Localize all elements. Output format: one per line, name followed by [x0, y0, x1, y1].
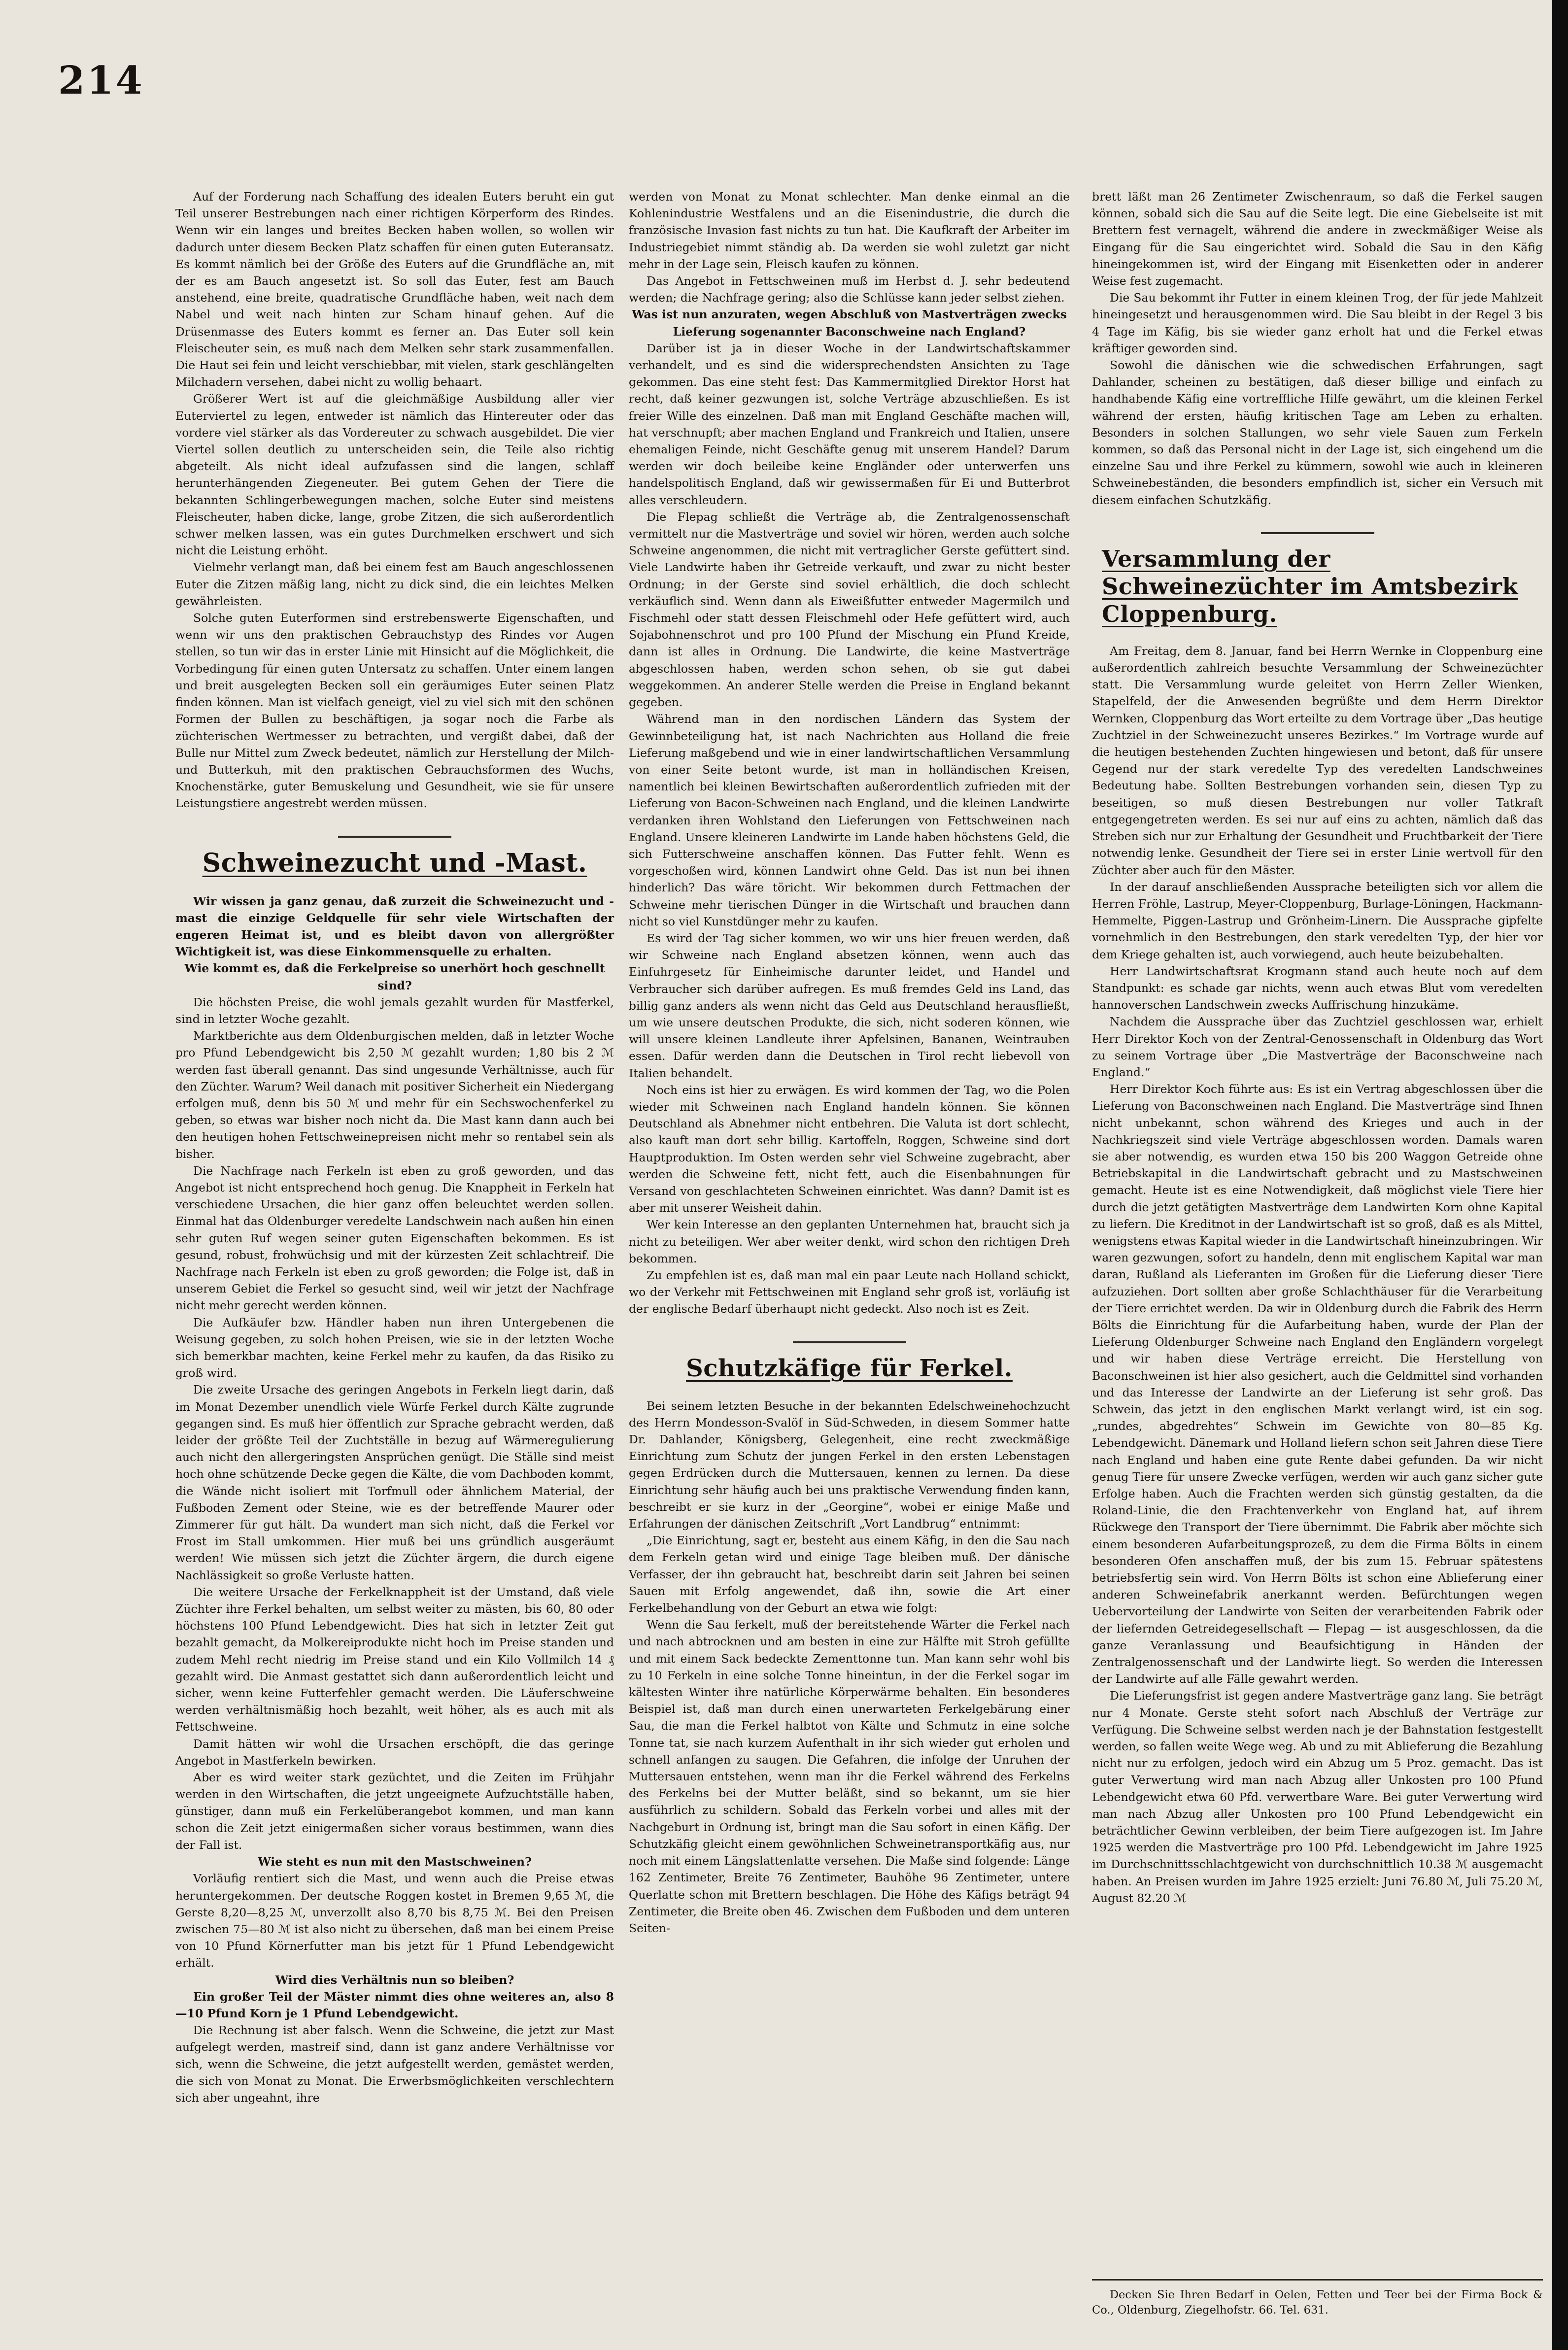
paragraph: Auf der Forderung nach Schaffung des idealen Euters beruht ein gut Teil unserer Bestrebungen nach einer richtigen Körperform des Rindes. Wenn wir ein langes und breites Becken haben wollen, so wollen wir dadurch unter diesem Becken Platz schaffen für einen guten Euteransatz. Es kommt nämlich bei der Größe des Euters auf die Grundfläche an, mit der es am Bauch angesetzt ist. So soll das Euter, fest am Bauch anstehend, eine breite, quadratische Grundfläche haben, weit nach dem Nabel und weit nach hinten zur Scham hinauf gehen. Auf die Drüsenmasse des Euters kommt es ferner an. Das Euter soll kein Fleischeuter sein, es muß nach dem Melken sehr stark zusammenfallen. Die Haut sei fein und leicht verschiebbar, mit vielen, stark geschlängelten Milchadern versehen, dabei nicht zu wollig behaart. [175, 190, 614, 389]
paragraph: Wer kein Interesse an den geplanten Unternehmen hat, braucht sich ja nicht zu beteiligen. Wer aber weiter denkt, wird schon den richtigen Dreh bekommen. [629, 1218, 1070, 1265]
paragraph: In der darauf anschließenden Aussprache beteiligten sich vor allem die Herren Fröhle, Lastrup, Meyer-Cloppenburg, Burlage-Löningen, Hackmann-Hemmelte, Piggen-Lastrup und Grönheim-Linern. Die Aussprache gipfelte vornehmlich in den Bestrebungen, den stark veredelten Typ, der hier vor dem Kriege gehalten ist, auch vorwiegend, auch heute beizubehalten. [1092, 880, 1543, 961]
paragraph: Noch eins ist hier zu erwägen. Es wird kommen der Tag, wo die Polen wieder mit Schweinen nach England handeln können. Sie können Deutschland als Abnehmer nicht entbehren. Die Valuta ist dort schlecht, also kauft man dort sehr billig. Kartoffeln, Roggen, Schweine sind dort Hauptproduktion. Im Osten werden sehr viel Schweine zugebracht, aber werden die Schweine fett, nicht fett, auch die Eisenbahnungen für Versand von geschlachteten Schweinen einrichtet. Was dann? Damit ist es aber mit unserer Weisheit dahin. [629, 1083, 1070, 1215]
subheading: Was ist nun anzuraten, wegen Abschluß von Mastverträgen zwecks Lieferung sogenannter Baconschweine nach England? [632, 307, 1067, 339]
column-3 [1092, 188, 1543, 1907]
paragraph: Größerer Wert ist auf die gleichmäßige Ausbildung aller vier Euterviertel zu legen, entweder ist nämlich das Hintereuter oder das vordere viel stärker als das Vordereuter zu schwach ausgebildet. Die vier Viertel sollen deutlich zu unterscheiden sein, die Teile also richtig abgeteilt. Als nicht ideal aufzufassen sind die langen, schlaff herunterhängenden Ziegeneuter. Bei gutem Gehen der Tiere die bekannten Schlingerbewegungen machen, solche Euter sind meistens Fleischeuter, haben dicke, lange, grobe Zitzen, die sich außerordentlich schwer melken lassen, was ein gutes Durchmelken erschwert und sich nicht die Leistung erhöht. [175, 392, 614, 558]
subheading: Wie kommt es, daß die Ferkelpreise so unerhört hoch geschnellt sind? [184, 961, 605, 992]
section-divider [793, 1341, 906, 1343]
paragraph: Die Lieferungsfrist ist gegen andere Mastverträge ganz lang. Sie beträgt nur 4 Monate. Gerste steht sofort nach Abschluß der Verträge zur Verfügung. Die Schweine selbst werden nach je der Bahnstation festgestellt werden, so fallen weite Wege weg. Ab und zu mit Ablieferung die Bezahlung nicht nur zu erfolgen, jedoch wird ein Abzug um 5 Proz. gemacht. Das ist guter Verwertung wird man nach Abzug aller Unkosten pro 100 Pfund Lebendgewicht etwa 60 Pfd. verwertbare Ware. Bei guter Verwertung wird man nach Abzug aller Unkosten pro 100 Pfund Lebendgewicht ein beträchtlicher Gewinn verbleiben, der beim Tiere aufgezogen ist. Im Jahre 1925 werden die Mastverträge pro 100 Pfd. Lebendgewicht im Jahre 1925 im Durchschnittsschlachtgewicht von durchschnittlich 10.38 ℳ ausgemacht haben. An Preisen wurden im Jahre 1925 erzielt: Juni 76.80 ℳ, Juli 75.20 ℳ, August 82.20 ℳ [1092, 1689, 1543, 1905]
paragraph: Darüber ist ja in dieser Woche in der Landwirtschaftskammer verhandelt, und es sind die widersprechendsten Ansichten zu Tage gekommen. Das eine steht fest: Das Kammermitglied Direktor Horst hat recht, daß keiner gezwungen ist, solche Verträge abzuschließen. Es ist freier Wille des einzelnen. Daß man mit England Geschäfte machen will, hat verschnupft; aber machen England und Frankreich und Italien, unsere ehemaligen Feinde, nicht Geschäfte genug mit unserem Handel? Darum werden wir doch beileibe keine Engländer oder unterwerfen uns handelspolitisch England, daß wir gewissermaßen für Ei und Butterbrot alles verschleudern. [629, 341, 1070, 507]
paragraph: werden von Monat zu Monat schlechter. Man denke einmal an die Kohlenindustrie Westfalens und an die Eisenindustrie, die durch die französische Invasion fast nichts zu tun hat. Die Kaufkraft der Arbeiter im Industriegebiet nimmt ständig ab. Da werden sie wohl zuletzt gar nicht mehr in der Lage sein, Fleisch kaufen zu können. [629, 190, 1070, 271]
paragraph: Marktberichte aus dem Oldenburgischen melden, daß in letzter Woche pro Pfund Lebendgewicht bis 2,50 ℳ gezahlt wurden; 1,80 bis 2 ℳ werden fast überall genannt. Das sind ungesunde Verhältnisse, auch für den Züchter. Warum? Weil danach mit positiver Sicherheit ein Niedergang erfolgen muß, denn bis 50 ℳ und mehr für ein Sechswochenferkel zu geben, so etwas war bisher noch nicht da. Die Mast kann dann auch bei den heutigen hohen Fettschweinepreisen nicht mehr so rentabel sein als bisher. [175, 1029, 614, 1161]
paragraph: Das Angebot in Fettschweinen muß im Herbst d. J. sehr bedeutend werden; die Nachfrage gering; also die Schlüsse kann jeder selbst ziehen. [629, 274, 1070, 305]
paragraph: Am Freitag, dem 8. Januar, fand bei Herrn Wernke in Cloppenburg eine außerordentlich zahlreich besuchte Versammlung der Schweinezüchter statt. Die Versammlung wurde geleitet von Herrn Zeller Wienken, Stapelfeld, der die Anwesenden begrüßte und dem Herrn Direktor Wernken, Cloppenburg das Wort erteilte zu dem Vortrage über „Das heutige Zuchtziel in der Schweinezucht unseres Bezirkes.“ Im Vortrage wurde auf die heutigen bestehenden Zuchten hingewiesen und betont, daß für unsere Gegend nur der stark veredelte Typ des veredelten Landschweines Bedeutung habe. Sollten Bestrebungen vorhanden sein, diesen Typ zu beseitigen, so muß diesen Bestrebungen nur voller Tatkraft entgegengetreten werden. Es sei nur auf eins zu achten, nämlich daß das Streben sich nur zur Erhaltung der Gesundheit und Fruchtbarkeit der Tiere notwendig lenke. Gesundheit der Tiere sei in erster Linie wertvoll für den Züchter aber auch für den Mäster. [1092, 644, 1543, 877]
column-2 [629, 188, 1070, 1937]
paragraph: Bei seinem letzten Besuche in der bekannten Edelschweinehochzucht des Herrn Mondesson-Svalöf in Süd-Schweden, in diesem Sommer hatte Dr. Dahlander, Königsberg, Gelegenheit, eine recht zweckmäßige Einrichtung zum Schutz der jungen Ferkel in den ersten Lebenstagen gegen Erdrücken durch die Muttersauen, kennen zu lernen. Da diese Einrichtung sehr häufig auch bei uns praktische Verwendung finden kann, beschreibt er sie kurz in der „Georgine“, wobei er einige Maße und Erfahrungen der dänischen Zeitschrift „Vort Landbrug“ entnimmt: [629, 1398, 1070, 1531]
article-heading-versammlung: Versammlung der Schweinezüchter im Amtsbezirk Cloppenburg. [1102, 545, 1518, 627]
paragraph: Die Aufkäufer bzw. Händler haben nun ihren Untergebenen die Weisung gegeben, zu solch hohen Preisen, wie sie in der letzten Woche sich bemerkbar machten, keine Ferkel mehr zu kaufen, da das Risiko zu groß wird. [175, 1315, 614, 1380]
paragraph: Die Flepag schließt die Verträge ab, die Zentralgenossenschaft vermittelt nur die Mastverträge und soviel wir hören, werden auch solche Schweine angenommen, die nicht mit vertraglicher Gerste gefüttert sind. Viele Landwirte haben ihr Getreide verkauft, und zwar zu nicht bester Ordnung; in der Gerste sind soviel erhältlich, die doch schlecht verkäuflich sind. Wenn dann als Eiweißfutter entweder Magermilch und Fischmehl oder statt dessen Fleischmehl oder Hefe gefüttert wird, auch Sojabohnenschrot und pro 100 Pfund der Mischung ein Pfund Kreide, dann ist alles in Ordnung. Die Landwirte, die keine Mastverträge abgeschlossen haben, werden schon sehen, ob sie gut dabei weggekommen. An anderer Stelle werden die Preise in England bekannt gegeben. [629, 510, 1070, 710]
article-heading-schweinezucht: Schweinezucht und -Mast. [202, 848, 587, 878]
paragraph: Vielmehr verlangt man, daß bei einem fest am Bauch angeschlossenen Euter die Zitzen mäßig lang, nicht zu dick sind, die ein leichtes Melken gewährleisten. [175, 560, 614, 608]
column-1 [175, 188, 614, 2106]
paragraph: brett läßt man 26 Zentimeter Zwischenraum, so daß die Ferkel saugen können, sobald sich die Sau auf die Seite legt. Die eine Giebelseite ist mit Brettern fest vernagelt, während die andere in zweckmäßiger Weise als Eingang für die Sau eingerichtet wird. Sobald die Sau in den Käfig hineingekommen ist, wird der Eingang mit Eisenketten oder in anderer Weise fest zugemacht. [1092, 190, 1543, 288]
paragraph: Vorläufig rentiert sich die Mast, und wenn auch die Preise etwas heruntergekommen. Der deutsche Roggen kostet in Bremen 9,65 ℳ, die Gerste 8,20—8,25 ℳ, unverzollt also 8,70 bis 8,75 ℳ. Bei den Preisen zwischen 75—80 ℳ ist also nicht zu übersehen, daß man bei einem Preise von 10 Pfund Körnerfutter man bis jetzt für 1 Pfund Lebendgewicht erhält. [175, 1872, 614, 1970]
paragraph: Zu empfehlen ist es, daß man mal ein paar Leute nach Holland schickt, wo der Verkehr mit Fettschweinen mit England sehr groß ist, vorläufig ist der englische Bedarf überhaupt nicht gedeckt. Also noch ist es Zeit. [629, 1268, 1070, 1316]
paragraph: Die zweite Ursache des geringen Angebots in Ferkeln liegt darin, daß im Monat Dezember unendlich viele Würfe Ferkel durch Kälte zugrunde gegangen sind. Es muß hier öffentlich zur Sprache gebracht werden, daß leider der größte Teil der Zuchtställe in bezug auf Wärmeregulierung auch nicht den allergeringsten Ansprüchen genügt. Die Ställe sind meist hoch ohne schützende Decke gegen die Kälte, die vom Dachboden kommt, die Wände nicht isoliert mit Torfmull oder ähnlichem Material, der Fußboden Zement oder Steine, wie es der betreffende Maurer oder Zimmerer für gut hält. Da wundert man sich nicht, daß die Ferkel vor Frost im Stall umkommen. Hier muß bei uns gründlich ausgeräumt werden! Wie müssen sich jetzt die Züchter ärgern, die durch eigene Nachlässigkeit so große Verluste hatten. [175, 1383, 614, 1582]
paragraph: Wenn die Sau ferkelt, muß der bereitstehende Wärter die Ferkel nach und nach abtrocknen und am besten in eine zur Hälfte mit Stroh gefüllte und mit einem Sack bedeckte Zementtonne tun. Man kann sehr wohl bis zu 10 Ferkeln in eine solche Tonne hineintun, in der die Ferkel sogar im kältesten Winter ihre natürliche Körperwärme behalten. Ein besonderes Beispiel ist, daß man durch einen unerwarteten Ferkelgebärung einer Sau, die man die Ferkel halbtot von Kälte und Schmutz in eine solche Tonne tat, sie nach kurzem Aufenthalt in ihr sich wieder gut erholen und schnell anfangen zu saugen. Die Gefahren, die infolge der Unruhen der Muttersauen entstehen, wenn man ihr die Ferkel während des Ferkelns des Ferkelns bei der Mutter beläßt, sind so bekannt, um sie hier ausführlich zu schildern. Sobald das Ferkeln vorbei und alles mit der Nachgeburt in Ordnung ist, bringt man die Sau sofort in einen Käfig. Der Schutzkäfig gleicht einem gewöhnlichen Schweinetransportkäfig aus, nur noch mit einem Längslattenlatte versehen. Die Maße sind folgende: Länge 162 Zentimeter, Breite 76 Zentimeter, Bauhöhe 96 Zentimeter, untere Querlatte schon mit Brettern beschlagen. Die Höhe des Käfigs beträgt 94 Zentimeter, die Breite oben 46. Zwischen dem Fußboden und dem unteren Seiten- [629, 1618, 1070, 1935]
paragraph: Herr Direktor Koch führte aus: Es ist ein Vertrag abgeschlossen über die Lieferung von Baconschweinen nach England. Die Mastverträge sind Ihnen nicht unbekannt, schon während des Krieges und auch in der Nachkriegszeit sind viele Verträge abgeschlossen worden. Damals waren sie aber notwendig, es wurden etwa 150 bis 200 Waggon Getreide ohne Betriebskapital in die Landwirtschaft gebracht und zu Mastschweinen gemacht. Heute ist es eine Notwendigkeit, daß möglichst viele Tiere hier durch die jetzt getätigten Mastverträge dem Landwirten Korn ohne Kapital zu liefern. Die Kreditnot in der Landwirtschaft ist so groß, daß es als Mittel, wenigstens etwas Kapital wieder in die Landwirtschaft hineinzubringen. Wir waren gezwungen, sofort zu handeln, denn mit englischem Kapital war man daran, Rußland als Lieferanten im Großen für die Lieferung dieser Tiere aufzuziehen. Dort sollten aber große Schlachthäuser für die Verarbeitung der Tiere errichtet werden. Da wir in Oldenburg durch die Fabrik des Herrn Bölts die Einrichtung für die Aufarbeitung haben, wurde der Plan der Lieferung Oldenburger Schweine nach England den Engländern vorgelegt und wir haben diese Verträge erreicht. Die Herstellung von Baconschweinen ist hier also gesichert, auch die Geldmittel sind vorhanden und das Interesse der Landwirte an der Lieferung ist sehr groß. Das Schwein, das jetzt in den englischen Markt verlangt wird, ist ein sog. „rundes, abgedrehtes“ Schwein im Gewichte von 80—85 Kg. Lebendgewicht. Dänemark und Holland liefern schon seit Jahren diese Tiere nach England und haben eine gute Rente dabei gefunden. Da wir nicht genug Tiere für unsere Zwecke verfügen, werden wir auch ganz sicher gute Erfolge haben. Auch die Frachten werden sich günstig gestalten, da die Roland-Linie, die den Frachtenverkehr von England hat, auf ihrem Rückwege den Transport der Tiere übernimmt. Die Fabrik aber möchte sich einem besonderen Aufarbeitungsprozeß, zu dem die Firma Bölts in einem besonderen Ofen anschaffen muß, der bis zum 15. Februar spätestens betriebsfertig sein wird. Von Herrn Bölts ist schon eine Ablieferung einer anderen Schweinefabrik anerkannt werden. Befürchtungen wegen Uebervorteilung der Landwirte von Seiten der verarbeitenden Fabrik oder der liefernden Getreidegesellschaft — Flepag — ist ausgeschlossen, da die ganze Veranlassung und Beaufsichtigung in Händen der Zentralgenossenschaft und der Landwirte liegt. So werden die Interessen der Landwirte auf alle Fälle gewahrt werden. [1092, 1082, 1543, 1686]
paragraph: Die weitere Ursache der Ferkelknappheit ist der Umstand, daß viele Züchter ihre Ferkel behalten, um selbst weiter zu mästen, bis 60, 80 oder höchstens 100 Pfund Lebendgewicht. Dies hat sich in letzter Zeit gut bezahlt gemacht, da Molkereiprodukte nicht hoch im Preise standen und zudem Mehl recht niedrig im Preise stand und ein Kilo Vollmilch 14 ₰ gezahlt wird. Die Anmast gestattet sich dann außerordentlich leicht und sicher, wenn keine Futterfehler gemacht werden. Die Läuferschweine werden verhältnismäßig hoch bezahlt, weit höher, als es auch mit als Fettschweine. [175, 1585, 614, 1734]
paragraph: Wir wissen ja ganz genau, daß zurzeit die Schweinezucht und -mast die einzige Geldquelle für sehr viele Wirtschaften der engeren Heimat ist, und es bleibt davon von allergrößter Wichtigkeit ist, was diese Einkommensquelle zu erhalten. [175, 894, 614, 959]
subheading: Wie steht es nun mit den Mastschweinen? [258, 1855, 532, 1869]
paragraph: Die Rechnung ist aber falsch. Wenn die Schweine, die jetzt zur Mast aufgelegt werden, mastreif sind, dann ist ganz andere Verhältnisse vor sich, wenn die Schweine, die jetzt aufgestellt werden, gemästet werden, die sich von Monat zu Monat. Die Erwerbsmöglichkeiten verschlechtern sich aber ungeahnt, ihre [175, 2023, 614, 2105]
paragraph: Herr Landwirtschaftsrat Krogmann stand auch heute noch auf dem Standpunkt: es schade gar nichts, wenn auch etwas Blut vom veredelten hannoverschen Landschwein zwecks Auffrischung hinzukäme. [1092, 964, 1543, 1012]
article-heading-schutzkaefige: Schutzkäfige für Ferkel. [686, 1354, 1013, 1382]
paragraph: Aber es wird weiter stark gezüchtet, und die Zeiten im Frühjahr werden in den Wirtschaften, die jetzt ungeeignete Aufzuchtställe haben, günstiger, dann muß ein Ferkelüberangebot kommen, und man kann schon die Zeit jetzt einigermaßen sicher voraus bestimmen, wann dies der Fall ist. [175, 1771, 614, 1852]
paragraph: Solche guten Euterformen sind erstrebenswerte Eigenschaften, und wenn wir uns den praktischen Gebrauchstyp des Rindes vor Augen stellen, so tun wir das in erster Linie mit Hinsicht auf die Möglichkeit, die Vorbedingung für einen guten Untersatz zu schaffen. Unter einem langen und breit ausgelegten Becken soll ein geräumiges Euter seinen Platz finden können. Man ist vielfach geneigt, viel zu viel sich mit den schönen Formen der Bullen zu beschäftigen, ja sogar noch die Farbe als züchterischen Wertmesser zu betrachten, und vergißt dabei, daß der Bulle nur Mittel zum Zweck bedeutet, nämlich zur Herstellung der Milch- und Butterkuh, mit den praktischen Gebrauchsformen des Wuchs, Knochenstärke, guter Bemuskelung und Gesundheit, wie sie für unsere Leistungstiere angestrebt werden müssen. [175, 611, 614, 811]
section-divider [1261, 532, 1374, 534]
paragraph: Damit hätten wir wohl die Ursachen erschöpft, die das geringe Angebot in Mastferkeln bewirken. [175, 1737, 614, 1768]
subheading: Wird dies Verhältnis nun so bleiben? [275, 1973, 514, 1987]
paragraph: Während man in den nordischen Ländern das System der Gewinnbeteiligung hat, ist nach Nachrichten aus Holland die freie Lieferung maßgebend und wie in einer landwirtschaftlichen Versammlung von einer Seite betont wurde, ist man in holländischen Kreisen, namentlich bei kleinen Bewirtschaften außerordentlich zufrieden mit der Lieferung von Bacon-Schweinen nach England, und die kleinen Landwirte verdanken ihren Wohlstand den Lieferungen von Fettschweinen nach England. Unsere kleineren Landwirte im Lande haben höchstens Geld, die sich Futterschweine anschaffen können. Das Futter fehlt. Wenn es vorgeschoßen wird, können Landwirt ohne Geld. Das ist nun bei ihnen hinderlich? Das wäre töricht. Wir bekommen durch Fettmachen der Schweine mehr tierischen Dünger in die Wirtschaft und brauchen dann nicht so viel Kunstdünger mehr zu kaufen. [629, 712, 1070, 928]
paragraph: Sowohl die dänischen wie die schwedischen Erfahrungen, sagt Dahlander, scheinen zu bestätigen, daß dieser billige und einfach zu handhabende Käfig eine vortreffliche Hilfe gewährt, um die kleinen Ferkel während der ersten, häufig kritischen Tage am Leben zu erhalten. Besonders in solchen Stallungen, wo sehr viele Sauen zum Ferkeln kommen, so daß das Personal nicht in der Lage ist, sich eingehend um die einzelne Sau und ihre Ferkel zu kümmern, sowohl wie auch in kleineren Schweinebeständen, die besonders empfindlich ist, sicher ein Versuch mit diesem einfachen Schutzkäfig. [1092, 358, 1543, 507]
paragraph: Ein großer Teil der Mäster nimmt dies ohne weiteres an, also 8—10 Pfund Korn je 1 Pfund Lebendgewicht. [175, 1989, 614, 2020]
page-number: 214 [58, 58, 144, 103]
paragraph: Nachdem die Aussprache über das Zuchtziel geschlossen war, erhielt Herr Direktor Koch von der Zentral-Genossenschaft in Oldenburg das Wort zu seinem Vortrage über „Die Mastverträge der Baconschweine nach England.“ [1092, 1015, 1543, 1079]
advertisement-notice: Decken Sie Ihren Bedarf in Oelen, Fetten und Teer bei der Firma Bock & Co., Oldenburg, Ziegelhofstr. 66. Tel. 631. [1092, 2279, 1543, 2318]
page-edge-border [1552, 0, 1568, 2350]
paragraph: Die Sau bekommt ihr Futter in einem kleinen Trog, der für jede Mahlzeit hineingesetzt und herausgenommen wird. Die Sau bleibt in der Regel 3 bis 4 Tage im Käfig, bis sie wieder ganz erholt hat und die Ferkel etwas kräftiger geworden sind. [1092, 291, 1543, 355]
paragraph: „Die Einrichtung, sagt er, besteht aus einem Käfig, in den die Sau nach dem Ferkeln getan wird und einige Tage bleiben muß. Der dänische Verfasser, der ihn gebraucht hat, beschreibt darin seit Jahren bei seinen Sauen mit Erfolg angewendet, daß ihn, sowie die Art einer Ferkelbehandlung von der Geburt an etwa wie folgt: [629, 1533, 1070, 1615]
paragraph: Die Nachfrage nach Ferkeln ist eben zu groß geworden, und das Angebot ist nicht entsprechend hoch genug. Die Knappheit in Ferkeln hat verschiedene Ursachen, die hier ganz offen beleuchtet werden sollen. Einmal hat das Oldenburger veredelte Landschwein nach außen hin einen sehr guten Ruf wegen seiner guten Eigenschaften bekommen. Es ist gesund, robust, frohwüchsig und mit der kürzesten Zeit schlachtreif. Die Nachfrage nach Ferkeln ist eben zu groß geworden; die Folge ist, daß in unserem Gebiet die Ferkel so gesucht sind, weil wir jetzt der Nachfrage nicht mehr gerecht werden können. [175, 1163, 614, 1313]
section-divider [338, 836, 451, 838]
paragraph: Es wird der Tag sicher kommen, wo wir uns hier freuen werden, daß wir Schweine nach England absetzen können, wenn auch das Einfuhrgesetz für Einheimische darunter leidet, und Handel und Verbraucher sich darüber aufregen. Es muß fremdes Geld ins Land, das billig ganz anders als wenn nicht das Geld aus Deutschland herausfließt, um wie unsere deutschen Produkte, die sich, nicht soderen können, wie will unsere kleinen Landleute ihrer Apfelsinen, Bananen, Weintrauben essen. Dafür werden dann die Deutschen in Tirol recht liebevoll von Italien behandelt. [629, 931, 1070, 1080]
paragraph: Die höchsten Preise, die wohl jemals gezahlt wurden für Mastferkel, sind in letzter Woche gezahlt. [175, 995, 614, 1026]
